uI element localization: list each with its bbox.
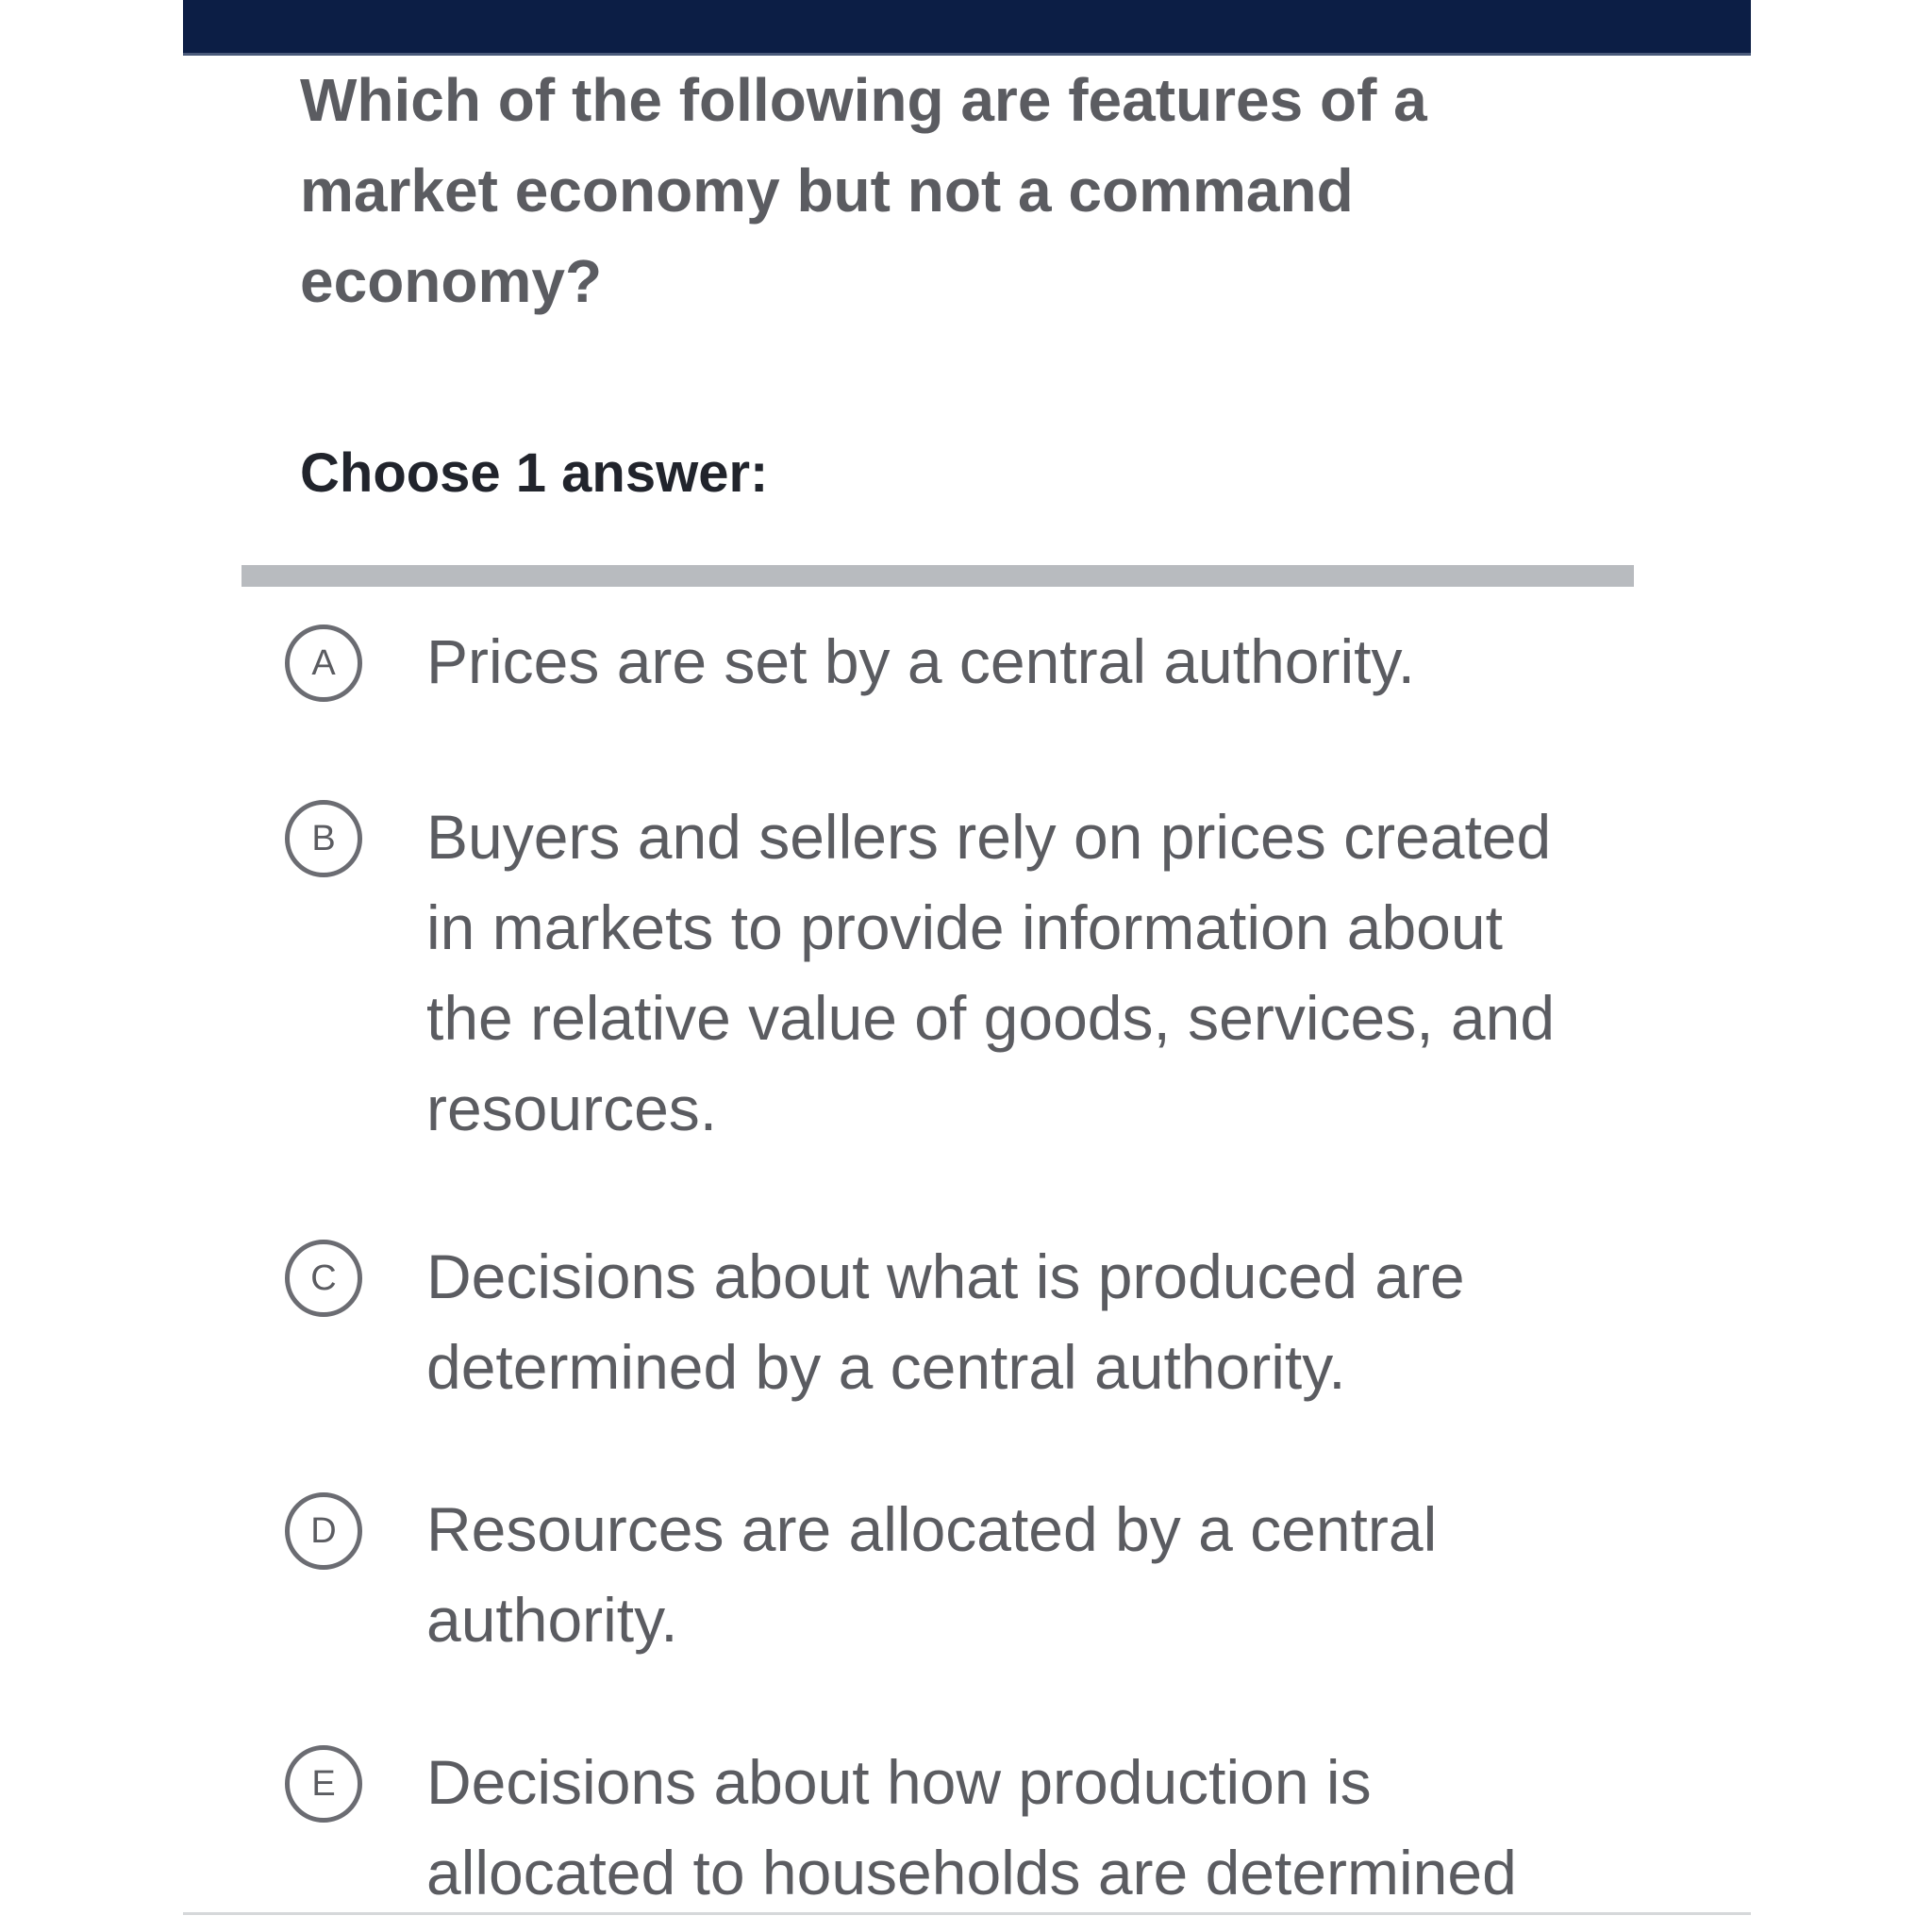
answer-instruction: Choose 1 answer: <box>300 442 769 504</box>
panel-bottom-edge <box>183 1912 1751 1915</box>
choice-e-text: Decisions about how production is allocated to households are determined <box>426 1747 1517 1907</box>
choice-d-text: Resources are allocated by a central authority. <box>426 1494 1438 1655</box>
choice-a-letter-icon: A <box>285 625 362 702</box>
choice-d-letter-icon: D <box>285 1492 362 1570</box>
choice-c-text: Decisions about what is produced are determined by a central authority. <box>426 1241 1465 1402</box>
divider <box>242 565 1634 587</box>
choice-b-letter-icon: B <box>285 800 362 877</box>
exercise-panel <box>183 0 1751 1932</box>
choice-e-letter-icon: E <box>285 1745 362 1823</box>
choice-a-text: Prices are set by a central authority. <box>426 626 1415 696</box>
question-prompt: Which of the following are features of a market economy but not a command economy? <box>300 66 1427 315</box>
choice-b-text: Buyers and sellers rely on prices created in markets to provide information about the relative value of goods, services, and resources. <box>426 802 1556 1143</box>
choice-c-letter-icon: C <box>285 1240 362 1317</box>
header-bar <box>183 0 1751 53</box>
